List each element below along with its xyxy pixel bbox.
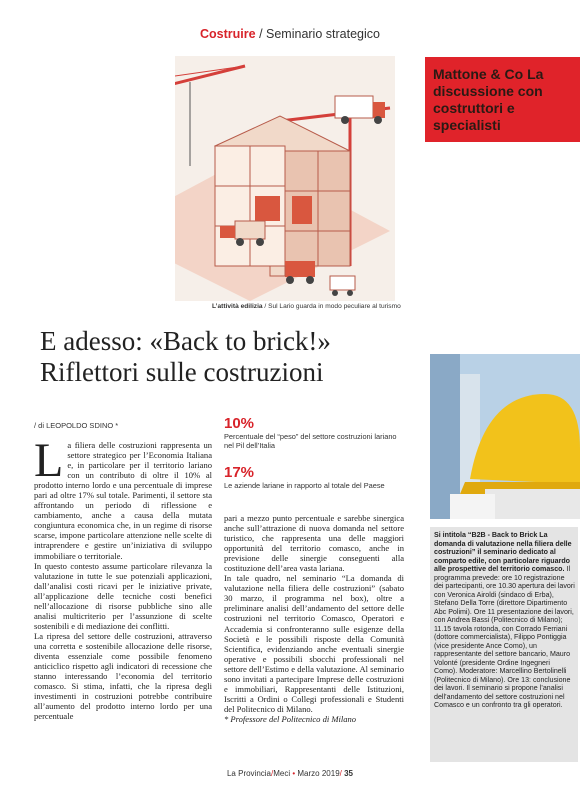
paragraph-text: Parimenti, il settore sta affrontando un periodo di riflessione e cambiamento, anche a causa della mutata congiuntura economica che, in un regime di risorse scarse, impone particolare attenzione nelle scelte di intraprendere e gestire un’iniziativa di sviluppo immobiliare o territoriale. <box>34 490 213 561</box>
paragraph <box>34 434 213 561</box>
page-number: 35 <box>344 769 353 778</box>
footer-separator: / <box>339 769 345 778</box>
article-column-1 <box>34 434 213 722</box>
paragraph: La ripresa del settore delle costruzioni, attraverso una corretta e sostenibile allocazione delle risorse, diventa essenziale come possibile fenomeno anticiclico rispetto agli indicatori di recessione che stanno interessando l’economia del territorio comasco. Si stima, infatti, che la ripresa degli investimenti in costruzioni potrebbe contribuire all’aumento del prodotto interno lordo per una percentuale <box>34 630 212 722</box>
sidebar-box <box>425 57 580 760</box>
sidebar-photo <box>430 354 580 519</box>
article-column-2 <box>224 513 404 724</box>
byline: / di LEOPOLDO SDINO * <box>34 421 119 430</box>
hard-hat-image <box>430 354 580 519</box>
section-separator: / <box>255 27 267 41</box>
article-title <box>40 326 420 388</box>
subsection-label: Seminario strategico <box>266 27 380 41</box>
sidebar-title: Mattone & Co La discussione con costruttori e specialisti <box>425 57 580 142</box>
stat-number: 17% <box>224 464 255 481</box>
footer-date: Marzo 2019 <box>297 769 340 778</box>
stat-label: Percentuale del “peso” del settore costruzioni lariano nel Pil dell’Italia <box>224 432 397 450</box>
section-label: Costruire <box>200 27 256 41</box>
paragraph: In tale quadro, nel seminario “La domanda di valutazione nella filiera delle costruzioni” (sabato 30 marzo, il programma nel box), oltre a preliminare analisi dell’andamento del settore delle costruzioni nel territorio Comasco, Operatori e Accademia si confronteranno sulle esigenze della Società e le possibili risposte della Comunità Scientifica, evidenziando anche eventuali sinergie operative e possibili sbocchi professionali nel settore dell’Estimo e della valutazione. Al seminario sono invitati a partecipare Imprese delle costruzioni e immobiliari, Rappresentanti delle Istituzioni, Iscritti a Ordini o Collegi professionali e Studenti del Politecnico di Milano. <box>224 573 404 714</box>
caption-text: / Sul Lario guarda in modo peculiare al turismo <box>262 303 401 310</box>
paragraph: In questo contesto assume particolare rilevanza la valutazione in tutte le sue potenziali applicazioni, dall’analisi costi ricavi per le iniziative private, all’applicazione delle tecniche costi benefici nell’allocazione di risorse pubbliche sino alle analisi multicriterio per l’assunzione di scelte sostenibili e di mediazione dei conflitti. <box>34 560 212 631</box>
photo-caption <box>212 303 401 310</box>
footer-publication: La Provincia <box>226 769 272 778</box>
stat-number: 10% <box>224 415 255 432</box>
drop-cap: L <box>34 434 64 487</box>
section-header <box>0 27 580 41</box>
footer-separator: • <box>290 769 298 778</box>
footer-separator: / <box>271 769 274 778</box>
sidebar-body <box>430 527 578 762</box>
stat-block-2 <box>224 465 399 490</box>
title-line-1: E adesso: «Back to brick!» <box>40 326 331 356</box>
stat-block-1 <box>224 416 399 450</box>
hero-illustration <box>175 56 395 301</box>
page-footer <box>0 769 580 778</box>
sidebar-intro: Si intitola “B2B - Back to Brick La domanda di valutazione nella filiera delle costruzioni” il seminario dedicato al comparto edile, con particolare riguardo alle prospettive del territorio comasco. <box>434 531 572 573</box>
title-line-2: Riflettori sulle costruzioni <box>40 357 324 387</box>
caption-bold: L’attività edilizia <box>212 303 263 310</box>
sidebar-program: Il programma prevede: ore 10 registrazione dei partecipanti, ore 10.30 apertura dei lavori con Veronica Airoldi (sindaco di Erba), Stefano Della Torre (direttore Dipartimento Abc Polimi). Ore 11 presentazione dei lavori, con Andrea Bassi (Politecnico di Milano); 11.15 tavola rotonda, con Corrado Ferriani (dottore commercialista), Filippo Pontiggia (vice presidente Ance Como), un rappresentante del settore bancario, Mauro Volonté (presidente Ordine Ingegneri Como). Moderatore: Marcellino Bertolinelli (Politecnico di Milano). Ore 13: conclusione dei lavori. Il seminario si propone l’analisi dell’andamento del settore costruzioni nel Comasco e un confronto tra gli operatori. <box>434 565 575 709</box>
author-note: * Professore del Politecnico di Milano <box>224 713 357 724</box>
stat-label: Le aziende lariane in rapporto al totale del Paese <box>224 481 385 490</box>
paragraph: pari a mezzo punto percentuale e sarebbe sinergica anche sull’attrazione di nuova domanda nel settore turistico, che rappresenta una delle maggiori opportunità del territorio comasco, anche in previsione delle sinergie conseguenti alla costituzione dell’area vasta lariana. <box>224 513 404 574</box>
construction-illustration <box>175 56 395 301</box>
footer-magazine: Meci <box>273 769 291 778</box>
paragraph-text: a filiera delle costruzioni rappresenta un settore strategico per l’Economia Italiana e, in particolare per il territorio lariano con un contributo di oltre il 10% al prodotto interno lordo e una percentuale di imprese pari ad oltre 17% sul totale. <box>34 440 212 501</box>
